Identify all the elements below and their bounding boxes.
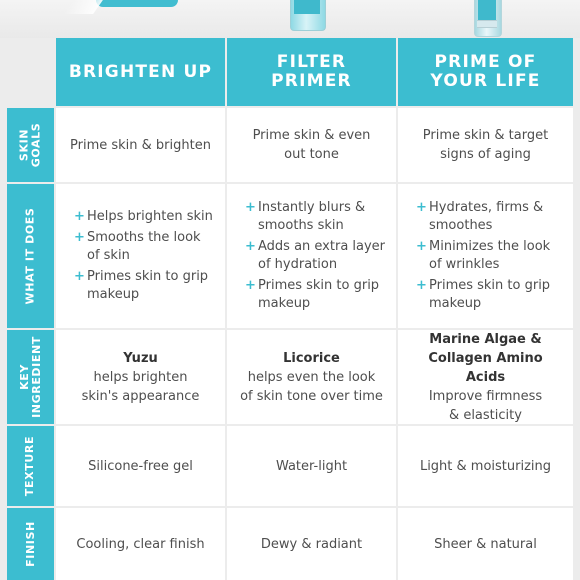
list-item-line: Helps brighten skin (87, 209, 213, 224)
cell-line: Prime skin & target (422, 128, 549, 143)
table-corner (7, 38, 54, 106)
list-item (74, 208, 215, 226)
list-item-line: Adds an extra layer (258, 239, 386, 254)
plus-icon: + (416, 278, 427, 293)
table-cell (398, 184, 573, 328)
cell-line: Water-light (275, 458, 348, 474)
cell-line: Prime skin & brighten (70, 137, 211, 153)
plus-icon: + (245, 200, 256, 215)
row-label-texture (7, 426, 54, 506)
cell-line: Sheer & natural (434, 536, 537, 552)
feature-list (237, 196, 386, 316)
table-cell (227, 426, 396, 506)
list-item-text (429, 199, 543, 235)
list-item-text (87, 229, 201, 265)
list-item-text (258, 199, 365, 235)
list-item-line: Instantly blurs & (258, 200, 366, 215)
list-item (416, 277, 563, 313)
row-label-line: FINISH (23, 521, 37, 567)
list-item (416, 238, 563, 274)
row-label-text (19, 123, 43, 168)
cell-line: Prime skin & even (252, 128, 371, 143)
row-label-line: SKIN (17, 128, 31, 162)
table-cell (56, 184, 225, 328)
list-item-line: makeup (87, 287, 140, 302)
list-item-text (429, 277, 550, 313)
cell-line: helps even the look (247, 369, 376, 385)
table-cell (398, 508, 573, 580)
table-cell (398, 426, 573, 506)
table-cell (398, 108, 573, 182)
row-label-line: KEY (17, 364, 31, 390)
table-cell (227, 108, 396, 182)
ingredient-name: Marine Algae & (429, 331, 542, 347)
column-header-line: PRIME OF (434, 52, 537, 72)
list-item (245, 199, 386, 235)
column-header-line: FILTER (276, 52, 347, 72)
row-label-what-it-does (7, 184, 54, 328)
column-header-line: YOUR LIFE (430, 71, 541, 91)
list-item-text (87, 208, 213, 226)
product-filter-primer-cap (294, 0, 320, 14)
table-cell (398, 330, 573, 424)
comparison-table (7, 38, 573, 576)
row-label-line: WHAT IT DOES (23, 207, 37, 305)
table-cell (56, 330, 225, 424)
list-item-line: smoothes (429, 218, 493, 233)
plus-icon: + (245, 278, 256, 293)
list-item-line: Hydrates, firms & (429, 200, 544, 215)
plus-icon: + (74, 269, 85, 284)
list-item-text (258, 277, 379, 313)
list-item-line: makeup (429, 296, 482, 311)
cell-line: & elasticity (449, 407, 522, 423)
table-cell (56, 508, 225, 580)
list-item (245, 277, 386, 313)
list-item (74, 268, 215, 304)
list-item-line: Primes skin to grip (87, 269, 209, 284)
list-item-line: makeup (258, 296, 311, 311)
list-item (245, 238, 386, 274)
list-item-line: of wrinkles (429, 257, 500, 272)
feature-list (408, 196, 563, 316)
plus-icon: + (416, 239, 427, 254)
list-item-line: Smooths the look (87, 230, 201, 245)
column-header-line: BRIGHTEN UP (68, 61, 213, 82)
plus-icon: + (74, 230, 85, 245)
table-cell (227, 184, 396, 328)
list-item-line: Primes skin to grip (258, 278, 380, 293)
cell-line: out tone (284, 147, 339, 162)
column-header-line: PRIMER (271, 71, 352, 91)
cell-line: skin's appearance (81, 388, 200, 404)
ingredient-name: Licorice (283, 350, 340, 366)
list-item-line: Minimizes the look (429, 239, 551, 254)
list-item-line: Primes skin to grip (429, 278, 551, 293)
cell-line: of skin tone over time (240, 388, 383, 404)
ingredient-name: Collagen Amino Acids (428, 350, 543, 385)
column-header-prime-of-your-life (398, 38, 573, 106)
plus-icon: + (74, 209, 85, 224)
row-label-finish (7, 508, 54, 580)
cell-line: helps brighten (93, 369, 188, 385)
list-item (416, 199, 563, 235)
product-brighten-up-image (96, 0, 178, 7)
cell-line: Cooling, clear finish (76, 536, 205, 552)
cell-line: Silicone-free gel (88, 458, 193, 474)
list-item-text (87, 268, 208, 304)
column-header-filter-primer (227, 38, 396, 106)
row-label-skin-goals (7, 108, 54, 182)
cell-line: Dewy & radiant (260, 536, 363, 552)
product-prime-of-your-life-cap (478, 0, 496, 20)
row-label-line: TEXTURE (23, 435, 37, 497)
list-item-line: smooths skin (258, 218, 344, 233)
cell-line: signs of aging (440, 147, 531, 162)
cell-line: Improve firmness (428, 388, 543, 404)
table-cell (227, 508, 396, 580)
row-label-text (19, 336, 43, 418)
ingredient-name: Yuzu (123, 350, 158, 366)
plus-icon: + (416, 200, 427, 215)
list-item-text (429, 238, 550, 274)
cell-line: Light & moisturizing (419, 458, 552, 474)
table-cell (56, 108, 225, 182)
list-item-line: of skin (87, 248, 130, 263)
feature-list (66, 205, 215, 307)
row-label-line: INGREDIENT (29, 336, 43, 418)
table-cell (56, 426, 225, 506)
row-label-text (25, 208, 37, 305)
list-item (74, 229, 215, 265)
table-cell (227, 330, 396, 424)
list-item-line: of hydration (258, 257, 338, 272)
row-label-line: GOALS (29, 122, 43, 168)
row-label-key-ingredient (7, 330, 54, 424)
list-item-text (258, 238, 385, 274)
row-label-text (25, 436, 37, 496)
plus-icon: + (245, 239, 256, 254)
product-prime-of-your-life-band (477, 20, 497, 28)
column-header-brighten-up (56, 38, 225, 106)
row-label-text (24, 521, 36, 567)
